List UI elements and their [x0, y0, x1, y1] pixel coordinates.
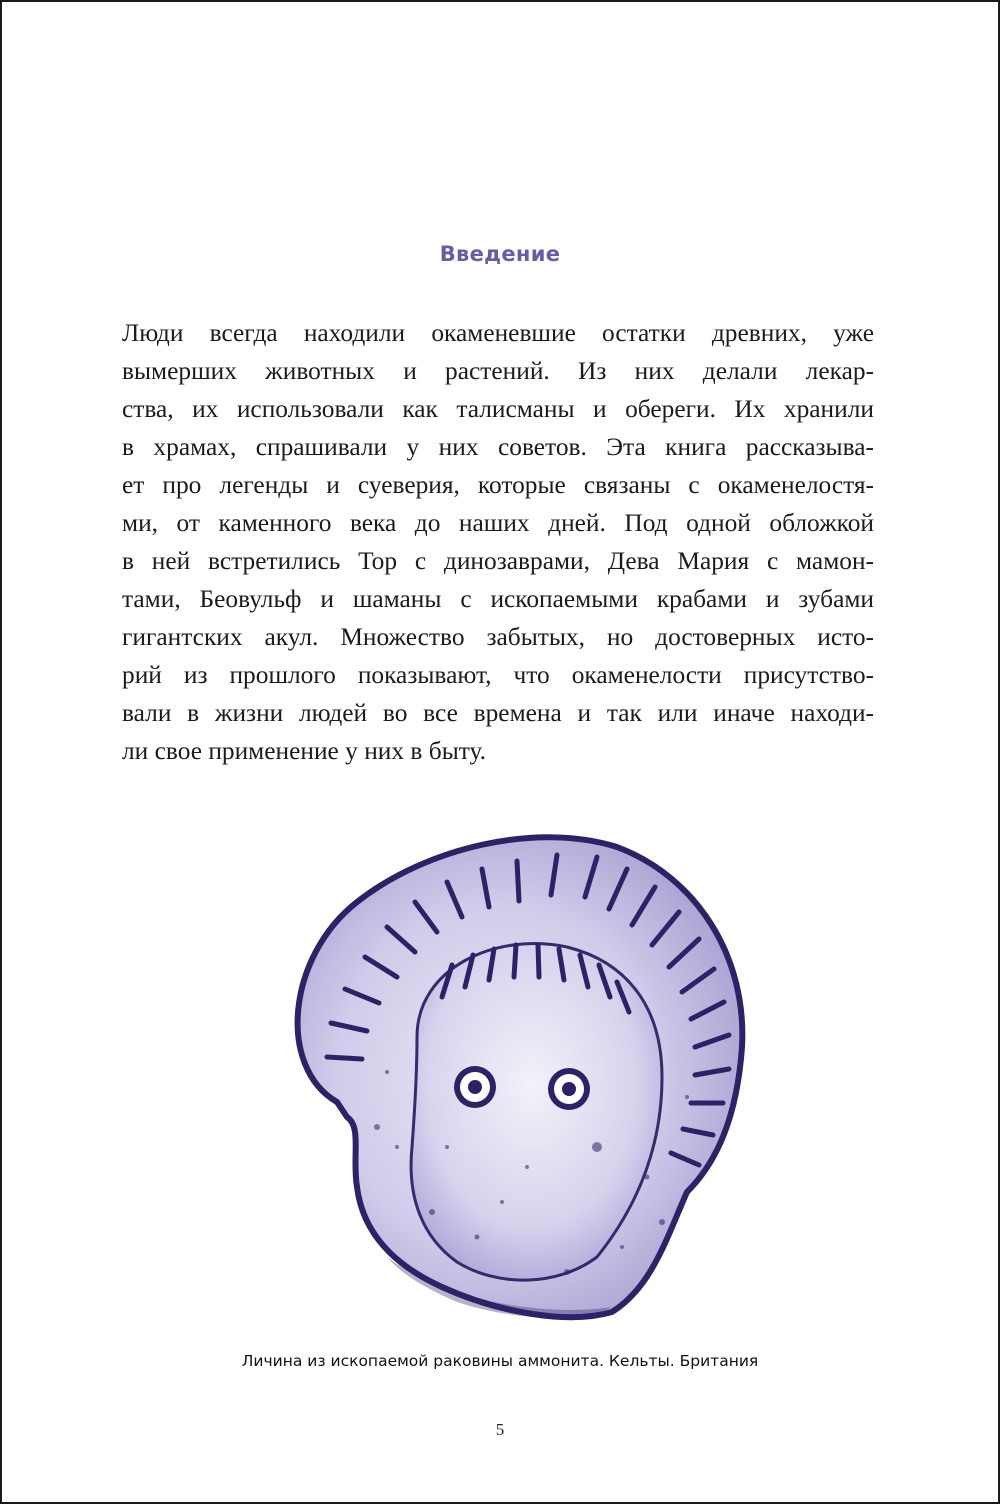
intro-paragraph: [122, 314, 874, 770]
paragraph-line: тами, Беовульф и шаманы с ископаемыми крабами и зубами: [122, 585, 874, 613]
ammonite-face-illustration: [267, 817, 747, 1327]
paragraph-line: ет про легенды и суеверия, которые связаны с окаменелостя-: [122, 471, 874, 499]
paragraph-line: вымерших животных и растений. Из них делали лекар-: [122, 357, 874, 385]
right-eye: [548, 1068, 590, 1110]
left-eye: [454, 1066, 496, 1108]
figure-caption: Личина из ископаемой раковины аммонита. Кельты. Британия: [241, 1352, 759, 1370]
chapter-heading: Введение: [439, 242, 561, 266]
paragraph-line: Люди всегда находили окаменевшие остатки древних, уже: [122, 319, 874, 347]
paragraph-line: ства, их использовали как талисманы и обереги. Их хранили: [122, 395, 874, 423]
paragraph-line: ми, от каменного века до наших дней. Под одной обложкой: [122, 509, 874, 537]
paragraph-line: рий из прошлого показывают, что окаменелости присутство-: [122, 661, 874, 689]
paragraph-line: в ней встретились Тор с динозаврами, Дева Мария с мамон-: [122, 547, 874, 575]
paragraph-line: ли свое применение у них в быту.: [122, 737, 487, 765]
paragraph-line: гигантских акул. Множество забытых, но достоверных исто-: [122, 623, 874, 651]
paragraph-line: в храмах, спрашивали у них советов. Эта книга рассказыва-: [122, 433, 874, 461]
page-number: 5: [495, 1420, 505, 1439]
paragraph-line: вали в жизни людей во все времена и так или иначе находи-: [122, 699, 874, 727]
ammonite-face-icon: [267, 817, 747, 1327]
